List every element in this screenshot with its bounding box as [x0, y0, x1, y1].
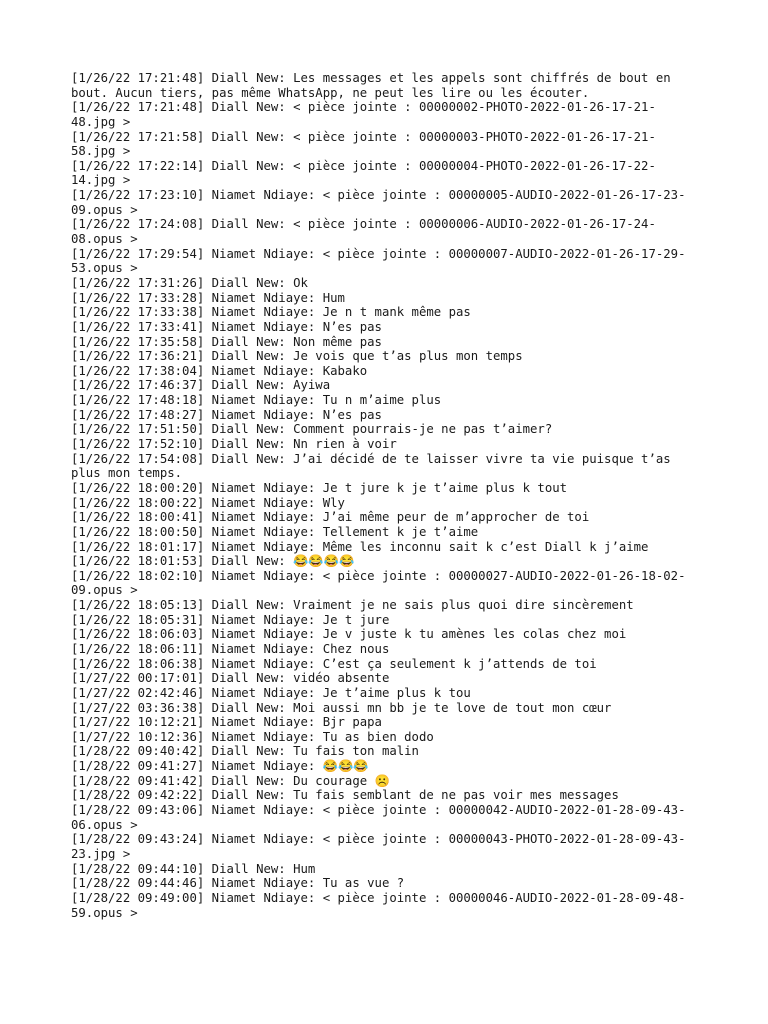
transcript-line: [1/26/22 17:23:10] Niamet Ndiaye: < pièce jointe : 00000005-AUDIO-2022-01-26-17-23-: [71, 188, 686, 203]
transcript-line: [1/28/22 09:43:06] Niamet Ndiaye: < pièce jointe : 00000042-AUDIO-2022-01-28-09-43-: [71, 803, 686, 818]
transcript-line: bout. Aucun tiers, pas même WhatsApp, ne peut les lire ou les écouter.: [71, 85, 590, 100]
transcript-line: [1/28/22 09:42:22] Diall New: Tu fais semblant de ne pas voir mes messages: [71, 788, 619, 803]
transcript-line: [1/26/22 17:29:54] Niamet Ndiaye: < pièce jointe : 00000007-AUDIO-2022-01-26-17-29-: [71, 246, 686, 261]
transcript-line: [1/26/22 18:06:38] Niamet Ndiaye: C’est ça seulement k j’attends de toi: [71, 656, 597, 671]
transcript-line: [1/26/22 17:22:14] Diall New: < pièce jointe : 00000004-PHOTO-2022-01-26-17-22-: [71, 158, 656, 173]
transcript-line: [1/26/22 17:35:58] Diall New: Non même pas: [71, 334, 382, 349]
transcript-line: [1/27/22 03:36:38] Diall New: Moi aussi mn bb je te love de tout mon cœur: [71, 700, 612, 715]
transcript-line: [1/26/22 17:36:21] Diall New: Je vois que t’as plus mon temps: [71, 349, 523, 364]
transcript-line: [1/26/22 18:00:22] Niamet Ndiaye: Wly: [71, 495, 345, 510]
transcript-line: [1/26/22 17:24:08] Diall New: < pièce jointe : 00000006-AUDIO-2022-01-26-17-24-: [71, 217, 656, 232]
transcript-line: 23.jpg >: [71, 846, 131, 861]
chat-transcript-page: [71, 71, 701, 920]
transcript-line: 58.jpg >: [71, 144, 131, 159]
transcript-line: [1/26/22 18:05:31] Niamet Ndiaye: Je t jure: [71, 612, 390, 627]
transcript-line: [1/26/22 17:48:18] Niamet Ndiaye: Tu n m’aime plus: [71, 393, 442, 408]
transcript-line: [1/26/22 18:00:20] Niamet Ndiaye: Je t jure k je t’aime plus k tout: [71, 480, 568, 495]
transcript-line: [1/27/22 02:42:46] Niamet Ndiaye: Je t’aime plus k tou: [71, 685, 471, 700]
transcript-line: [1/26/22 18:00:50] Niamet Ndiaye: Tellement k je t’aime: [71, 524, 479, 539]
transcript-line: [1/28/22 09:43:24] Niamet Ndiaye: < pièce jointe : 00000043-PHOTO-2022-01-28-09-43-: [71, 832, 686, 847]
transcript-line: [1/26/22 17:46:37] Diall New: Ayiwa: [71, 378, 331, 393]
transcript-line: 06.opus >: [71, 817, 138, 832]
transcript-line: [1/26/22 17:21:58] Diall New: < pièce jointe : 00000003-PHOTO-2022-01-26-17-21-: [71, 129, 656, 144]
transcript-line: [1/26/22 18:06:03] Niamet Ndiaye: Je v juste k tu amènes les colas chez moi: [71, 627, 627, 642]
transcript-line: [1/28/22 09:44:46] Niamet Ndiaye: Tu as vue ?: [71, 876, 405, 891]
transcript-line: [1/28/22 09:49:00] Niamet Ndiaye: < pièce jointe : 00000046-AUDIO-2022-01-28-09-48-: [71, 890, 686, 905]
transcript-line: [1/26/22 17:31:26] Diall New: Ok: [71, 275, 308, 290]
transcript-line: [1/27/22 00:17:01] Diall New: vidéo absente: [71, 671, 390, 686]
transcript-line: [1/26/22 17:52:10] Diall New: Nn rien à voir: [71, 437, 397, 452]
transcript-line: [1/26/22 17:54:08] Diall New: J’ai décidé de te laisser vivre ta vie puisque t’as: [71, 451, 671, 466]
transcript-line: [1/26/22 17:33:38] Niamet Ndiaye: Je n t mank même pas: [71, 305, 471, 320]
transcript-line: 48.jpg >: [71, 114, 131, 129]
transcript-line: [1/26/22 18:00:41] Niamet Ndiaye: J’ai même peur de m’approcher de toi: [71, 510, 590, 525]
transcript-line: [1/26/22 18:01:17] Niamet Ndiaye: Même les inconnu sait k c’est Diall k j’aime: [71, 539, 649, 554]
transcript-line: [1/26/22 18:01:53] Diall New: 😂😂😂😂: [71, 554, 355, 569]
transcript-line: 09.opus >: [71, 202, 138, 217]
transcript-line: [1/26/22 18:05:13] Diall New: Vraiment je ne sais plus quoi dire sincèrement: [71, 598, 634, 613]
transcript-line: 09.opus >: [71, 583, 138, 598]
transcript-line: [1/26/22 17:48:27] Niamet Ndiaye: N’es pas: [71, 407, 382, 422]
transcript-line: 08.opus >: [71, 232, 138, 247]
transcript-line: [1/26/22 17:21:48] Diall New: Les messages et les appels sont chiffrés de bout en: [71, 71, 671, 85]
transcript-line: [1/26/22 17:21:48] Diall New: < pièce jointe : 00000002-PHOTO-2022-01-26-17-21-: [71, 100, 656, 115]
transcript-line: [1/26/22 17:33:41] Niamet Ndiaye: N’es pas: [71, 319, 382, 334]
transcript-line: [1/28/22 09:44:10] Diall New: Hum: [71, 861, 316, 876]
transcript-line: plus mon temps.: [71, 466, 183, 481]
transcript-line: [1/27/22 10:12:36] Niamet Ndiaye: Tu as bien dodo: [71, 729, 434, 744]
transcript-line: 53.opus >: [71, 261, 138, 276]
transcript-line: [1/26/22 18:02:10] Niamet Ndiaye: < pièce jointe : 00000027-AUDIO-2022-01-26-18-02-: [71, 568, 686, 583]
transcript-line: [1/26/22 17:51:50] Diall New: Comment pourrais-je ne pas t’aimer?: [71, 422, 553, 437]
transcript-line: 59.opus >: [71, 905, 138, 920]
transcript-line: [1/28/22 09:41:27] Niamet Ndiaye: 😂😂😂: [71, 759, 369, 774]
transcript-line: [1/26/22 17:38:04] Niamet Ndiaye: Kabako: [71, 363, 368, 378]
transcript-line: [1/28/22 09:41:42] Diall New: Du courage ☹️: [71, 773, 390, 788]
transcript-line: [1/27/22 10:12:21] Niamet Ndiaye: Bjr papa: [71, 715, 382, 730]
transcript-line: 14.jpg >: [71, 173, 131, 188]
transcript-line: [1/28/22 09:40:42] Diall New: Tu fais ton malin: [71, 744, 419, 759]
transcript-line: [1/26/22 17:33:28] Niamet Ndiaye: Hum: [71, 290, 345, 305]
transcript-line: [1/26/22 18:06:11] Niamet Ndiaye: Chez nous: [71, 641, 390, 656]
